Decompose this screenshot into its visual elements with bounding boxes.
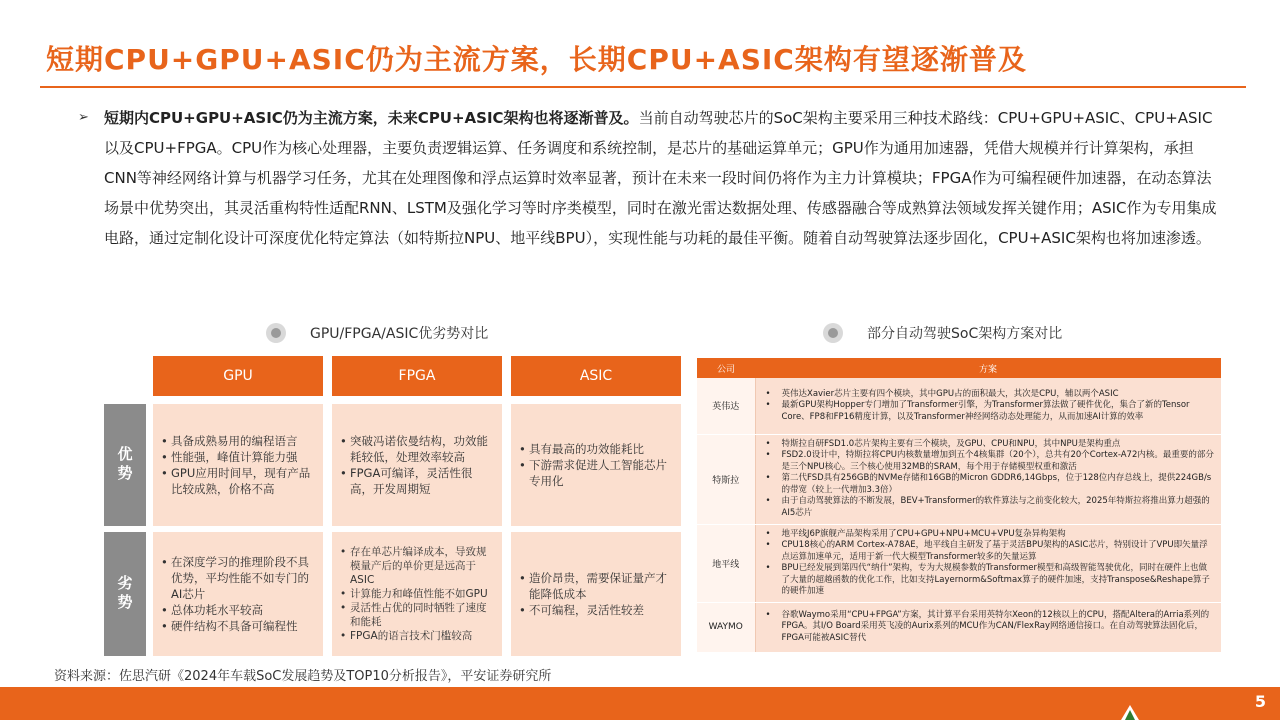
soc-architecture-table (697, 358, 1221, 653)
list-item: • FPGA可编译，灵活性很高，开发周期短 (340, 465, 494, 497)
column-header-asic: ASIC (511, 356, 681, 396)
scheme-cell (755, 434, 1221, 524)
company-cell: WAYMO (697, 602, 755, 652)
radio-circle-icon (823, 323, 843, 343)
list-item: • 最新GPU架构Hopper专门增加了Transformer引擎，为Transformer算法做了硬件优化，集合了新的Tensor Core、FP8和FP16精度计算，以及Transformer神经网络动态处理能力，从而加速AI计算的效率 (764, 400, 1216, 423)
list-item: • GPU应用时间早，现有产品比较成熟，价格不高 (161, 465, 315, 497)
list-item: • 在深度学习的推理阶段不具优势，平均性能不如专门的AI芯片 (161, 554, 315, 602)
table-row (697, 434, 1221, 524)
list-item: • 谷歌Waymo采用“CPU+FPGA”方案，其计算平台采用英特尔Xeon的12核以上的CPU，搭配Altera的Arria系列的FPGA。其I/O Board采用英飞凌的Aurix系列的MCU作为CAN/FlexRay网络通信接口。在自动驾驶算法固化后，FPGA可能被ASIC替代 (764, 610, 1216, 645)
intro-text (104, 103, 1220, 253)
title-divider (40, 86, 1246, 88)
left-section-heading (266, 323, 488, 343)
cell-gpu-advantage (153, 404, 323, 526)
list-item: • 下游需求促进人工智能芯片专用化 (519, 457, 673, 489)
right-section-title: 部分自动驾驶SoC架构方案对比 (867, 326, 1063, 342)
list-item: • 硬件结构不具备可编程性 (161, 618, 315, 634)
list-item: • FPGA的语言技术门槛较高 (340, 629, 494, 643)
scheme-cell (755, 602, 1221, 652)
page-number: 5 (1254, 692, 1266, 711)
company-cell: 特斯拉 (697, 434, 755, 524)
cell-fpga-disadvantage (332, 532, 502, 656)
company-cell: 英伟达 (697, 378, 755, 434)
table-row (697, 524, 1221, 602)
list-item: • 具有最高的功效能耗比 (519, 441, 673, 457)
list-item: • 具备成熟易用的编程语言 (161, 433, 315, 449)
list-item: • 计算能力和峰值性能不如GPU (340, 587, 494, 601)
intro-lead: 短期内CPU+GPU+ASIC仍为主流方案，未来CPU+ASIC架构也将逐渐普及。 (104, 109, 639, 127)
table-header-company: 公司 (697, 358, 755, 378)
list-item: • 灵活性占优的同时牺牲了速度和能耗 (340, 601, 494, 629)
footer-bar (0, 687, 1280, 720)
list-item: • 特斯拉自研FSD1.0芯片架构主要有三个模块，及GPU、CPU和NPU，其中NPU是架构重点 (764, 439, 1216, 451)
row-label-disadvantage: 劣势 (104, 532, 146, 656)
list-item: • 英伟达Xavier芯片主要有四个模块，其中GPU占的面积最大，其次是CPU，辅以两个ASIC (764, 389, 1216, 401)
list-item: • 存在单芯片编译成本，导致规模量产后的单价更是远高于ASIC (340, 545, 494, 587)
list-item: • 由于自动驾驶算法的不断发展，BEV+Transformer的软件算法与之前变化较大，2025年特斯拉将推出算力超强的AI5芯片 (764, 496, 1216, 519)
list-item: • CPU18核心的ARM Cortex-A78AE，地平线自主研发了基于灵活BPU架构的ASIC芯片，特别设计了VPU即矢量浮点运算加速单元，适用于新一代大模型Transformer较多的矢量运算 (764, 540, 1216, 563)
source-note: 资料来源：佐思汽研《2024年车载SoC发展趋势及TOP10分析报告》，平安证券研究所 (54, 669, 552, 684)
list-item: • BPU已经发展到第四代“纳什”架构，专为大规模参数的Transformer模型和高级智能驾驶优化，同时在硬件上也做了大量的超越函数的优化工作，比如支持Layernorm&Softmax算子的硬件加速，支持Transpose&Reshape算子的硬件加速 (764, 563, 1216, 598)
cell-asic-advantage (511, 404, 681, 526)
cell-gpu-disadvantage (153, 532, 323, 656)
list-item: • 不可编程，灵活性较差 (519, 602, 673, 618)
list-item: • 造价昂贵，需要保证量产才能降低成本 (519, 570, 673, 602)
list-item: • 地平线J6P旗舰产品架构采用了CPU+GPU+NPU+MCU+VPU复杂异构架构 (764, 529, 1216, 541)
left-section-title: GPU/FPGA/ASIC优劣势对比 (310, 326, 489, 342)
right-section-heading (823, 323, 1062, 343)
list-item: • FSD2.0设计中，特斯拉将CPU内核数量增加到五个4核集群（20个），总共有20个Cortex-A72内核。最重要的部分是三个NPU核心。三个核心使用32MB的SRAM，每个用于存储模型权重和激活 (764, 450, 1216, 473)
cell-fpga-advantage (332, 404, 502, 526)
scheme-cell (755, 378, 1221, 434)
list-item: • 突破冯诺依曼结构，功效能耗较低，处理效率较高 (340, 433, 494, 465)
scheme-cell (755, 524, 1221, 602)
intro-body: 当前自动驾驶芯片的SoC架构主要采用三种技术路线：CPU+GPU+ASIC、CPU+ASIC以及CPU+FPGA。CPU作为核心处理器，主要负责逻辑运算、任务调度和系统控制，是芯片的基础运算单元；GPU作为通用加速器，凭借大规模并行计算架构，承担CNN等神经网络计算与机器学习任务，尤其在处理图像和浮点运算时效率显著，预计在未来一段时间仍将作为主力计算模块；FPGA作为可编程硬件加速器，在动态算法场景中优势突出，其灵活重构特性适配RNN、LSTM及强化学习等时序类模型，同时在激光雷达数据处理、传感器融合等成熟算法领域发挥关键作用；ASIC作为专用集成电路，通过定制化设计可深度优化特定算法（如特斯拉NPU、地平线BPU），实现性能与功耗的最佳平衡。随着自动驾驶算法逐步固化，CPU+ASIC架构也将加速渗透。 (104, 109, 1217, 247)
cell-asic-disadvantage (511, 532, 681, 656)
logo-mark-icon (1120, 704, 1140, 720)
row-label-advantage: 优势 (104, 404, 146, 526)
table-row (697, 602, 1221, 652)
column-header-fpga: FPGA (332, 356, 502, 396)
radio-circle-icon (266, 323, 286, 343)
list-item: • 第二代FSD具有256GB的NVMe存储和16GB的Micron GDDR6,14Gbps，位于128位内存总线上，提供224GB/s的带宽（较上一代增加3.3倍） (764, 473, 1216, 496)
company-cell: 地平线 (697, 524, 755, 602)
arrow-bullet-icon: ➢ (78, 110, 89, 125)
list-item: • 总体功耗水平较高 (161, 602, 315, 618)
column-header-gpu: GPU (153, 356, 323, 396)
table-header-scheme: 方案 (755, 358, 1221, 378)
page-title: 短期CPU+GPU+ASIC仍为主流方案，长期CPU+ASIC架构有望逐渐普及 (46, 43, 1027, 76)
list-item: • 性能强，峰值计算能力强 (161, 449, 315, 465)
table-row (697, 378, 1221, 434)
